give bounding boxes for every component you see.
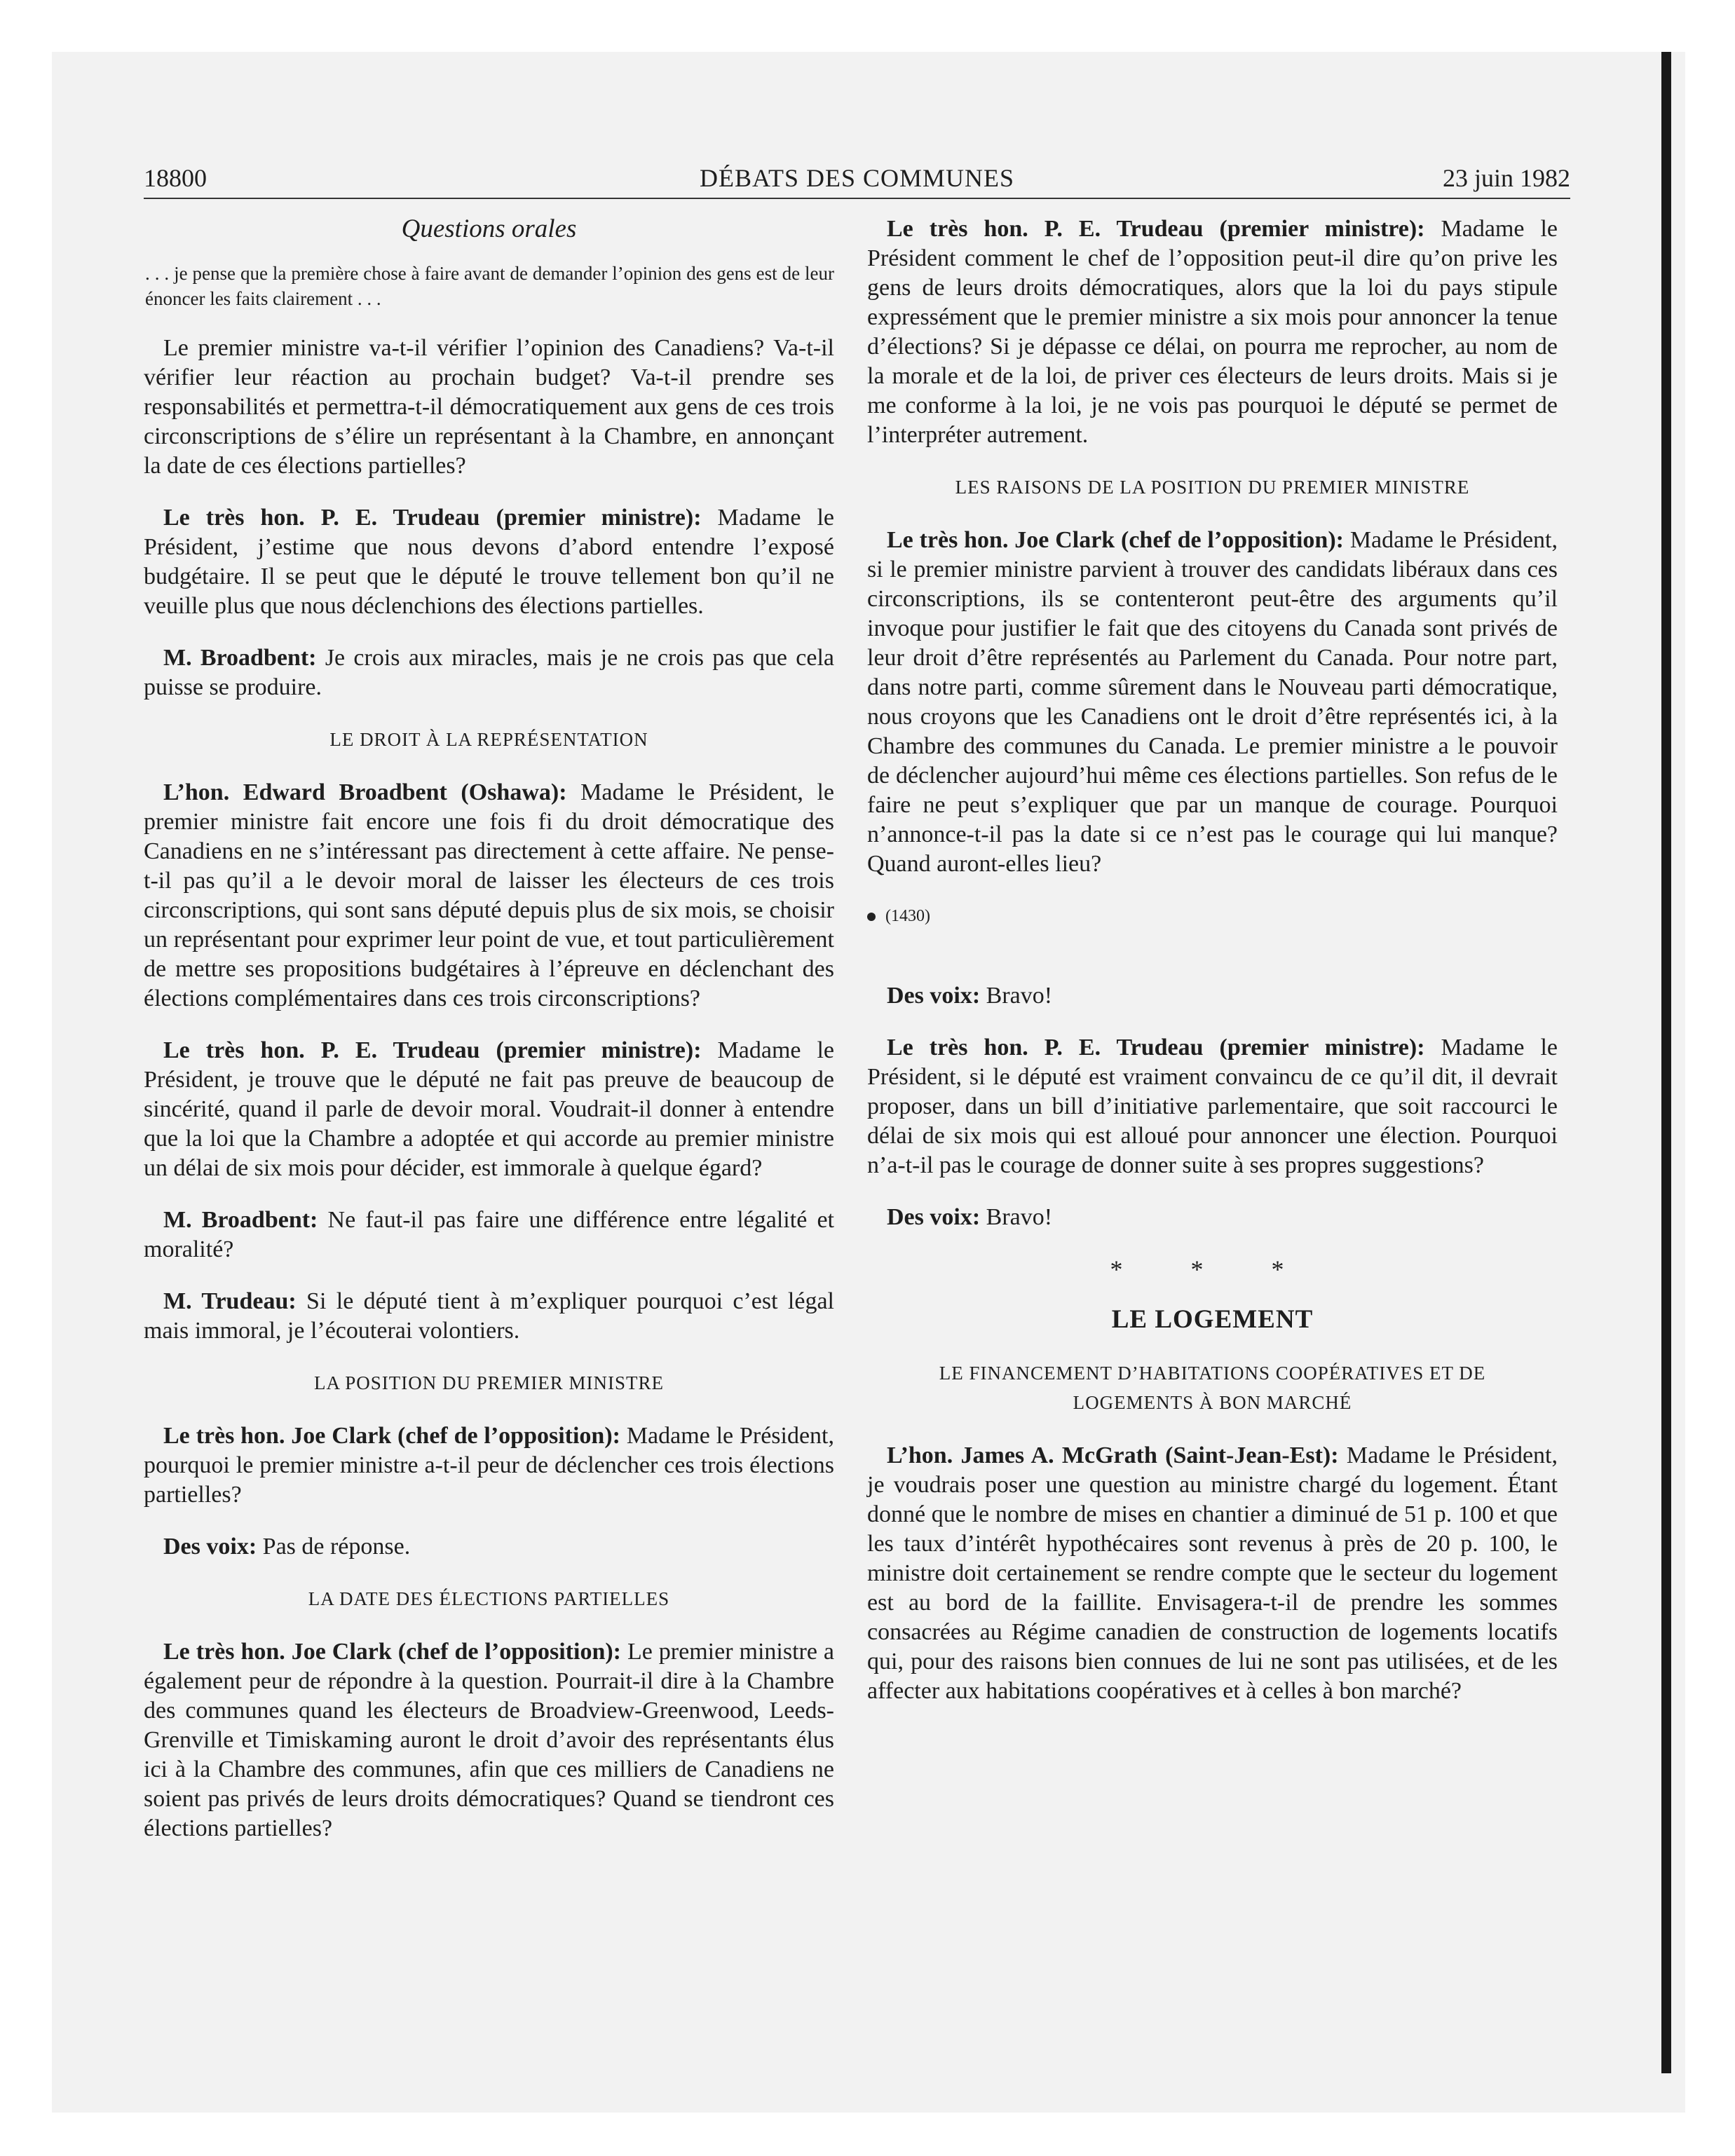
- paragraph: Le premier ministre va-t-il vérifier l’opinion des Canadiens? Va-t-il vérifier leur réaction au prochain budget? Va-t-il prendre ses responsabilités et permettra-t-il démocratiquement aux gens de ces trois circonscriptions de s’élire un représentant à la Chambre, en annonçant la date de ces élections partielles?: [144, 335, 834, 479]
- speech: Si le député tient à m’expliquer pourquoi c’est légal mais immoral, je l’écouterai volontiers.: [144, 1288, 834, 1344]
- speaker: Des voix:: [163, 1534, 257, 1560]
- issue-date: 23 juin 1982: [1442, 164, 1570, 192]
- time-stamp: (1430): [885, 907, 930, 925]
- speaker: Le très hon. Joe Clark (chef de l’opposition):: [887, 527, 1344, 553]
- subheading: LE DROIT À LA REPRÉSENTATION: [329, 729, 648, 750]
- section-title: Questions orales: [401, 214, 577, 243]
- paragraph: [867, 1441, 1558, 1706]
- speech: Madame le Président, le premier ministre fait encore une fois fi du droit démocratique des Canadiens en ne s’intéressant pas directement à cette affaire. Ne pense-t-il pas qu’il a le devoir moral de laisser les électeurs de ces trois circonscriptions, qui sont sans député depuis plus de six mois, se choisir un représentant pour exprimer leur point de vue, et tout particulièrement de mettre ses propositions budgétaires à l’épreuve en déclenchant des élections complémentaires dans ces trois circonscriptions?: [144, 779, 835, 1011]
- speaker: Le très hon. P. E. Trudeau (premier ministre):: [163, 1037, 702, 1063]
- major-heading: LE LOGEMENT: [1111, 1305, 1314, 1334]
- speech: Ne faut-il pas faire une différence entre légalité et moralité?: [144, 1207, 834, 1262]
- speech: Madame le Président comment le chef de l’opposition peut-il dire qu’on prive les gens de leurs droits démocratiques, alors que la loi du pays stipule expressément que le premier ministre a six mois pour annoncer la tenue d’élections? Si je dépasse ce délai, on pourra me reprocher, au nom de la morale et de la loi, de priver ces électeurs de leurs droits. Mais si je me conforme à la loi, je ne vois pas pourquoi le député se permet de l’interpréter autrement.: [867, 216, 1558, 448]
- speaker: L’hon. Edward Broadbent (Oshawa):: [163, 779, 567, 805]
- paragraph: [144, 1036, 834, 1183]
- header-rule: [144, 198, 1570, 199]
- speaker: Des voix:: [887, 983, 981, 1009]
- paragraph: [867, 526, 1558, 879]
- page-number: 18800: [144, 164, 207, 192]
- speech: Madame le Président, pourquoi le premier ministre a-t-il peur de déclencher ces trois élections partielles?: [144, 1423, 834, 1508]
- subheading: LA POSITION DU PREMIER MINISTRE: [313, 1372, 665, 1393]
- speech: Bravo!: [986, 1204, 1053, 1230]
- paragraph: [144, 503, 834, 621]
- paragraph: [144, 1532, 834, 1562]
- paragraph: [144, 1287, 834, 1346]
- right-column: [867, 214, 1558, 1728]
- speech: Madame le Président, si le premier ministre parvient à trouver des candidats libéraux dans ces circonscriptions, ils se contenteront peut-être des arguments qu’il invoque pour justifier le fait que des citoyens du Canada sont privés de leur droit d’être représentés au Parlement du Canada. Pour notre part, dans notre parti, comme sûrement dans le Nouveau parti démocratique, nous croyons que les Canadiens ont le droit d’être représentés ici, à la Chambre des communes du Canada. Le premier ministre a le pouvoir de déclencher aujourd’hui même ces élections partielles. Son refus de le faire ne peut s’expliquer que par un manque de courage. Pourquoi n’annonce-t-il pas la date si ce n’est pas le courage qui lui manque? Quand auront-elles lieu?: [867, 527, 1558, 877]
- paragraph: [144, 1421, 834, 1510]
- time-marker: [867, 901, 1558, 931]
- speech: Madame le Président, je trouve que le député ne fait pas preuve de beaucoup de sincérité, quand il parle de devoir moral. Voudrait-il donner à entendre que la loi que la Chambre a adoptée et qui accorde au premier ministre un délai de six mois pour décider, est immorale à quelque égard?: [144, 1037, 835, 1181]
- speech: Madame le Président, si le député est vraiment convaincu de ce qu’il dit, il devrait proposer, dans un bill d’initiative parlementaire, que soit raccourci le délai de six mois qui est alloué pour annoncer une élection. Pourquoi n’a-t-il pas le courage de donner suite à ses propres suggestions?: [867, 1035, 1558, 1178]
- speaker: Le très hon. P. E. Trudeau (premier ministre):: [887, 216, 1425, 242]
- speech: Je crois aux miracles, mais je ne crois pas que cela puisse se produire.: [144, 645, 835, 700]
- speaker: Des voix:: [887, 1204, 981, 1230]
- paragraph: [144, 643, 834, 702]
- speaker: L’hon. James A. McGrath (Saint-Jean-Est):: [887, 1442, 1339, 1468]
- speaker: M. Broadbent:: [163, 1207, 318, 1233]
- speech: Madame le Président, je voudrais poser une question au ministre chargé du logement. Étant donné que le nombre de mises en chantier a diminué de 51 p. 100 et que les taux d’intérêt hypothécaires sont revenus à près de 20 p. 100, le ministre doit certainement se rendre compte que le secteur du logement est au bord de la faillite. Envisagera-t-il de prendre les sommes consacrées au Régime canadien de construction de logements locatifs qui, pour des raisons bien connues de lui ne sont pas utilisées, et de les affecter aux habitations coopératives et à celles à bon marché?: [867, 1442, 1558, 1704]
- paragraph: [144, 778, 834, 1014]
- paragraph: [867, 981, 1558, 1011]
- speaker: M. Trudeau:: [163, 1288, 297, 1314]
- subheading: LE FINANCEMENT D’HABITATIONS COOPÉRATIVES ET DE LOGEMENTS À BON MARCHÉ: [939, 1363, 1486, 1413]
- speaker: Le très hon. P. E. Trudeau (premier ministre):: [887, 1035, 1425, 1060]
- speech: Bravo!: [986, 983, 1053, 1009]
- paragraph: [867, 1203, 1558, 1232]
- quotation: . . . je pense que la première chose à faire avant de demander l’opinion des gens est de leur énoncer les faits clairement . . .: [145, 263, 834, 309]
- binding-edge: [1661, 52, 1671, 2073]
- section-separator: * * *: [1110, 1255, 1315, 1283]
- paragraph: [867, 1033, 1558, 1180]
- speech: Le premier ministre a également peur de répondre à la question. Pourrait-il dire à la Chambre des communes quand les électeurs de Broadview-Greenwood, Leeds-Grenville et Timiskaming auront le droit d’avoir des représentants élus ici à la Chambre des communes, afin que ces milliers de Canadiens ne soient pas privés de leurs droits démocratiques? Quand se tiendront ces élections partielles?: [144, 1639, 834, 1841]
- publication-title: DÉBATS DES COMMUNES: [699, 164, 1015, 192]
- paragraph: [867, 214, 1558, 450]
- paragraph: [144, 1637, 834, 1843]
- subheading: LA DATE DES ÉLECTIONS PARTIELLES: [308, 1588, 670, 1609]
- speech: Madame le Président, j’estime que nous devons d’abord entendre l’exposé budgétaire. Il se peut que le député le trouve tellement bon qu’il ne veuille plus que nous déclenchions des élections partielles.: [144, 505, 835, 619]
- speech: Pas de réponse.: [262, 1534, 411, 1560]
- speaker: Le très hon. P. E. Trudeau (premier ministre):: [163, 505, 702, 531]
- paragraph: [144, 1206, 834, 1264]
- speaker: Le très hon. Joe Clark (chef de l’opposition):: [163, 1423, 620, 1449]
- speaker: M. Broadbent:: [163, 645, 317, 671]
- speaker: Le très hon. Joe Clark (chef de l’opposition):: [163, 1639, 622, 1665]
- bullet-icon: [867, 913, 876, 921]
- left-column: [144, 214, 834, 1866]
- subheading: LES RAISONS DE LA POSITION DU PREMIER MINISTRE: [955, 477, 1470, 498]
